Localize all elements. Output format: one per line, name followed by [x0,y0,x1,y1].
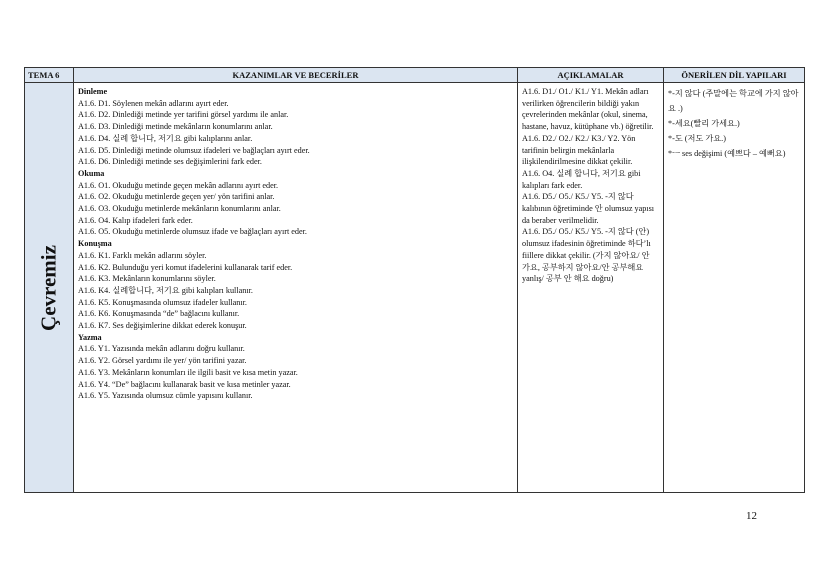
theme-cell [25,83,74,493]
header-row [25,68,805,83]
structures-cell [664,83,805,493]
explanation-item: A1.6. D5./ O5./ K5./ Y5. -지 않다 kalıbının öğretiminde 안 olumsuz yapısı da beraber verilmelidir. [522,192,655,225]
skill-item: A1.6. K4. 실례합니다, 저기요 gibi kalıpları kullanır. [78,285,253,295]
structure-item: *-도 (저도 가요.) [668,134,726,143]
skill-item: A1.6. O3. Okuduğu metinlerde mekânların konumlarını anlar. [78,204,281,214]
structure-item: *-지 않다 (주말에는 학교에 가지 않아요 .) [668,89,799,113]
theme-title: Çevremiz [36,244,61,331]
skill-item: A1.6. D3. Dinlediği metinde mekânların konumlarını anlar. [78,122,273,132]
skill-item: A1.6. K6. Konuşmasında “de” bağlacını kullanır. [78,309,240,319]
skill-item: A1.6. K2. Bulunduğu yeri komut ifadelerini kullanarak tarif eder. [78,262,293,272]
content-row [25,83,805,493]
skill-item: A1.6. D5. Dinlediği metinde olumsuz ifadeleri ve bağlaçları ayırt eder. [78,145,310,155]
skill-item: A1.6. Y4. “De” bağlacını kullanarak basit ve kısa metinler yazar. [78,379,291,389]
skills-cell [74,83,518,493]
explanation-item: A1.6. D2./ O2./ K2./ K3./ Y2. Yön tarifinin belirgin mekânlarla ilişkilendirilmesine dikkat çekilir. [522,133,636,167]
section-title: Yazma [78,332,102,342]
skill-item: A1.6. D1. Söylenen mekân adlarını ayırt eder. [78,98,229,108]
explanation-item: A1.6. D5./ O5./ K5./ Y5. -지 않다 (안) olumsuz ifadesinin öğretiminde 하다’lı fiillere dikkat çekilir. (가지 않아요/ 안 가요, 공부하지 않아요/안 공부해요 yanlış/ 공부 안 해요 doğru) [522,227,651,284]
curriculum-table [24,67,805,493]
structure-item: *-세요(빨리 가세요.) [668,119,740,128]
section-title: Dinleme [78,87,108,96]
skill-item: A1.6. K1. Farklı mekân adlarını söyler. [78,250,207,260]
section-title: Okuma [78,168,105,178]
skill-item: A1.6. Y5. Yazısında olumsuz cümle yapısını kullanır. [78,391,253,401]
header-structures: ÖNERİLEN DİL YAPILARI [664,68,805,83]
skill-item: A1.6. Y3. Mekânların konumları ile ilgili basit ve kısa metin yazar. [78,367,298,377]
header-theme: TEMA 6 [25,68,74,83]
skill-item: A1.6. Y1. Yazısında mekân adlarını doğru kullanır. [78,344,245,354]
skill-item: A1.6. Y2. Görsel yardımı ile yer/ yön tarifini yazar. [78,356,247,366]
header-explanations: AÇIKLAMALAR [518,68,664,83]
section-title: Konuşma [78,239,112,249]
skill-item: A1.6. K7. Ses değişimlerine dikkat ederek konuşur. [78,321,247,331]
skill-item: A1.6. O1. Okuduğu metinde geçen mekân adlarını ayırt eder. [78,180,279,190]
skill-item: A1.6. D4. 실례 합니다, 저기요 gibi kalıplarını anlar. [78,133,253,143]
skill-item: A1.6. D2. Dinlediği metinde yer tarifini görsel yardımı ile anlar. [78,110,289,120]
explanation-item: A1.6. O4. 실례 합니다, 저기요 gibi kalıpları fark eder. [522,168,641,190]
explanations-cell [518,83,664,493]
skill-item: A1.6. O2. Okuduğu metinlerde geçen yer/ yön tarifini anlar. [78,192,275,202]
explanation-item: A1.6. D1./ O1./ K1./ Y1. Mekân adları verilirken öğrencilerin bildiği yakın çevrelerinden mekânlar (okul, sinema, hastane, havuz, kütüphane vb.) öğretilir. [522,87,654,132]
page-number: 12 [746,510,757,522]
skill-item: A1.6. K5. Konuşmasında olumsuz ifadeler kullanır. [78,297,247,307]
header-skills: KAZANIMLAR VE BECERİLER [74,68,518,83]
skill-item: A1.6. D6. Dinlediği metinde ses değişimlerini fark eder. [78,157,262,167]
structure-item: *ㅡ ses değişimi (예쁘다 – 예뻐요) [668,149,786,158]
skill-item: A1.6. O5. Okuduğu metinlerde olumsuz ifade ve bağlaçları ayırt eder. [78,227,307,237]
skill-item: A1.6. O4. Kalıp ifadeleri fark eder. [78,215,193,225]
skill-item: A1.6. K3. Mekânların konumlarını söyler. [78,274,216,284]
